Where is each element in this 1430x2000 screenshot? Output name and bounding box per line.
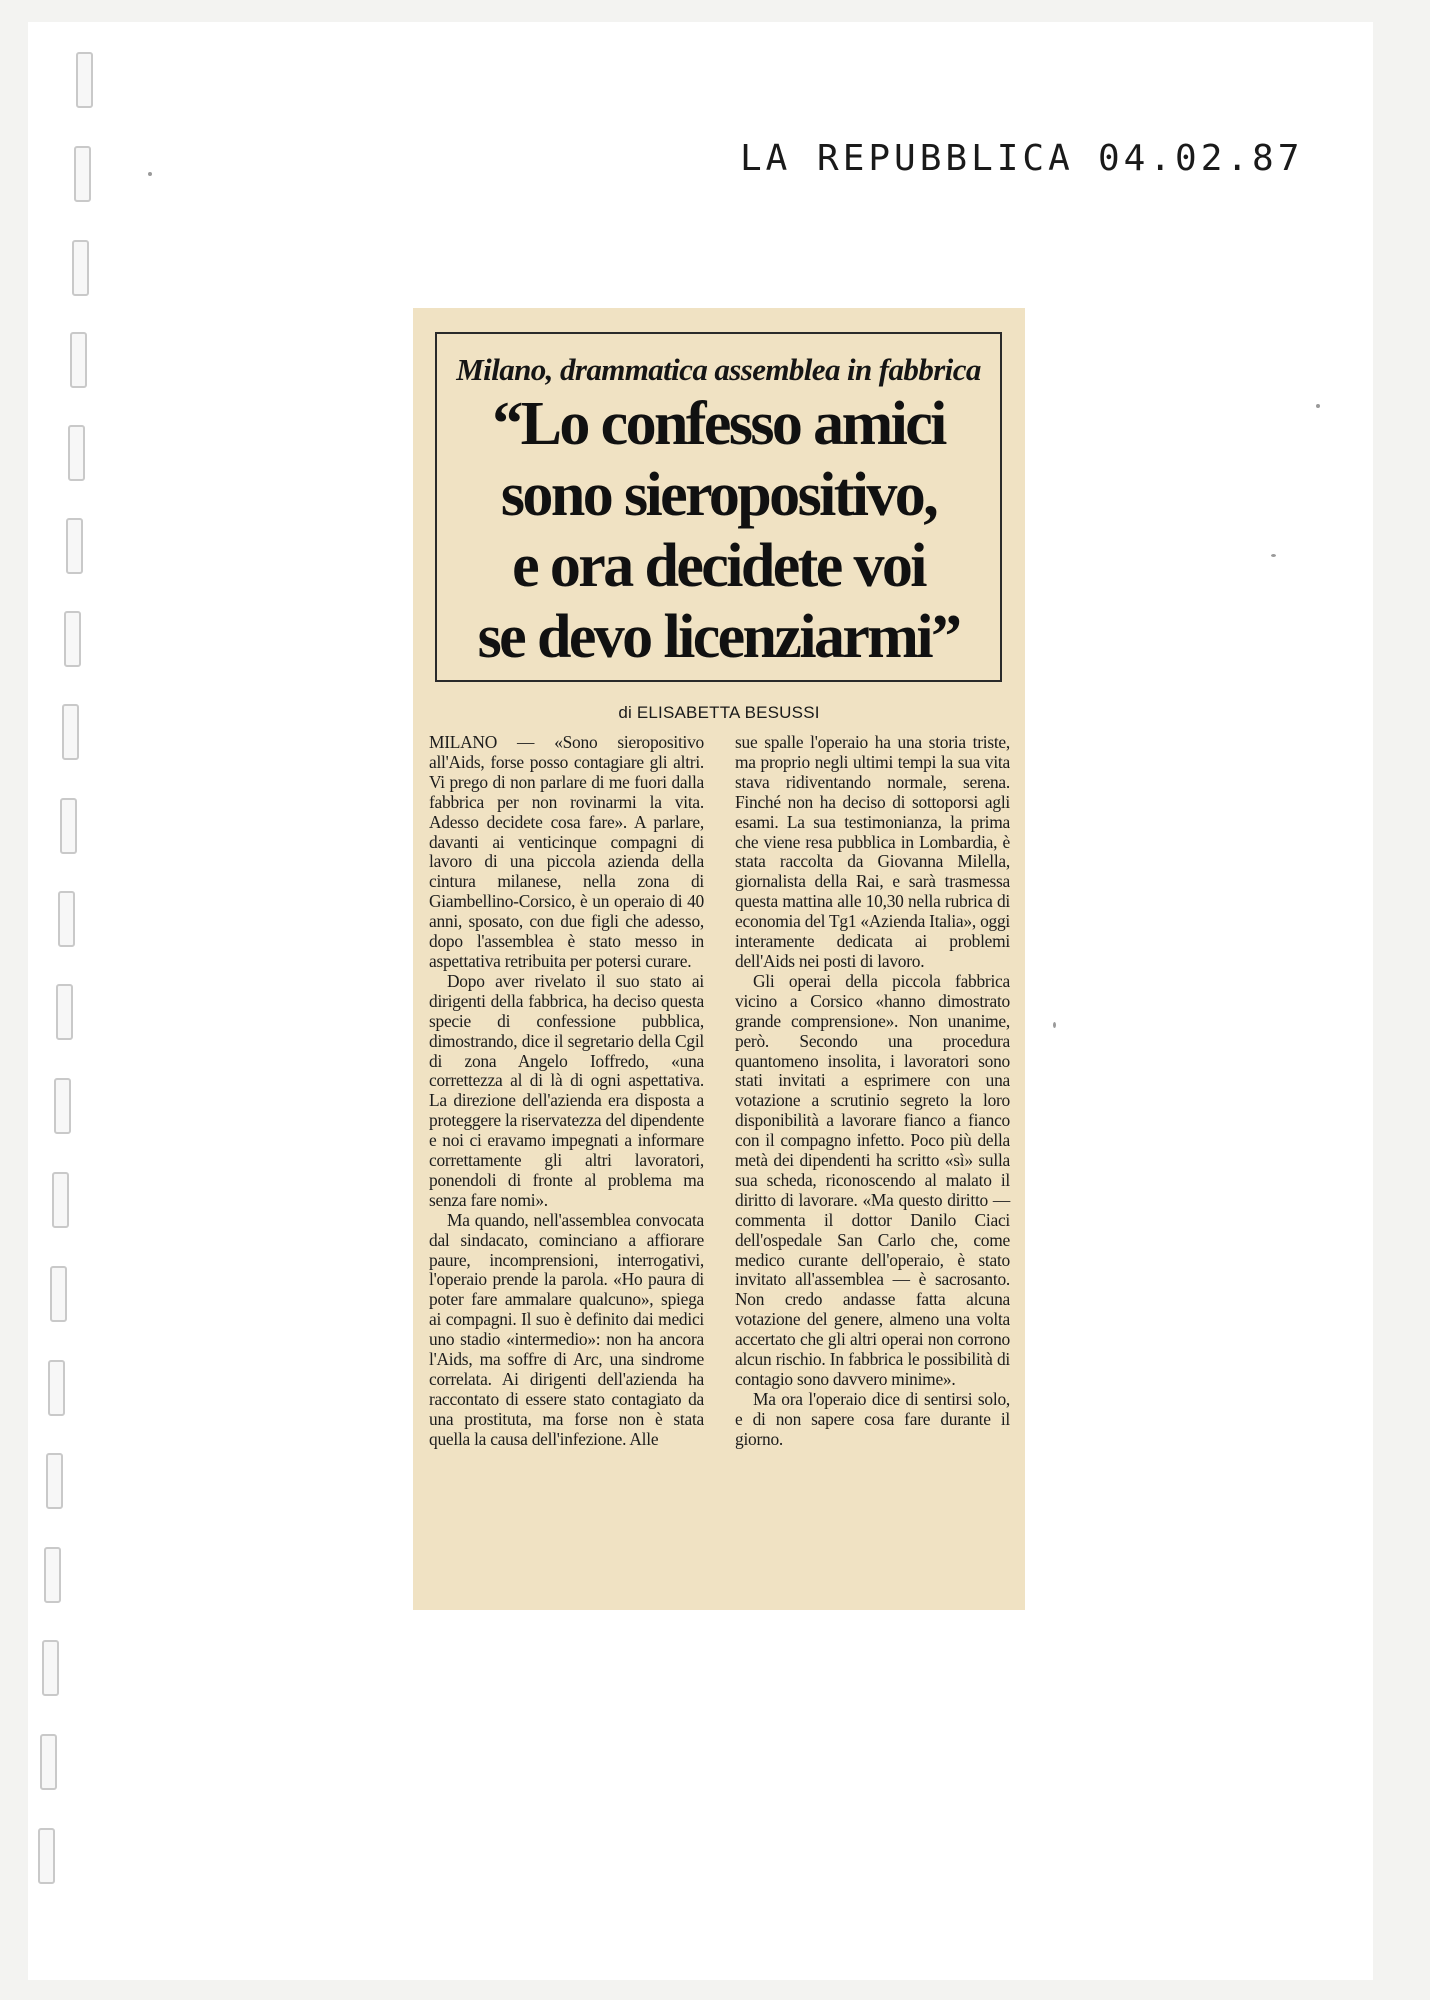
scan-speck xyxy=(1053,1022,1056,1028)
binder-hole xyxy=(64,611,81,667)
binder-hole xyxy=(40,1734,57,1790)
article-paragraph: Dopo aver rivelato il suo stato ai dirigenti della fabbrica, ha deciso questa specie di confessione pubblica, dimostrando, dice il segretario della Cgil di zona Angelo Ioffredo, «una correttezza al di là di ogni aspettativa. La direzione dell'azienda era disposta a proteggere la riservatezza del dipendente e noi ci eravamo impegnati a informare correttamente gli altri lavoratori, ponendoli di fronte al problema ma senza fare nomi». xyxy=(429,970,704,1210)
binder-hole xyxy=(52,1172,69,1228)
binder-hole xyxy=(38,1828,55,1884)
binder-hole xyxy=(60,798,77,854)
binder-hole xyxy=(58,891,75,947)
headline-line: “Lo confesso amici xyxy=(492,390,945,458)
binder-hole xyxy=(46,1453,63,1509)
binder-hole xyxy=(50,1266,67,1322)
article-paragraph: Gli operai della piccola fabbrica vicino a Corsico «hanno dimostrato grande comprensione». Non unanime, però. Secondo una procedura quantomeno insolita, i lavoratori sono stati invitati a esprimere con una votazione a scrutinio segreto la loro disponibilità a lavorare fianco a fianco con il compagno infetto. Poco più della metà dei dipendenti ha scritto «sì» sulla sua scheda, riconoscendo al malato il diritto di lavorare. «Ma questo diritto — commenta il dottor Danilo Ciaci dell'ospedale San Carlo che, come medico curante dell'operaio, è stato invitato all'assemblea — è sacrosanto. Non credo andasse fatta alcuna votazione del genere, almeno una volta accertato che gli altri operai non corrono alcun rischio. In fabbrica le possibilità di contagio sono davvero minime». xyxy=(735,970,1010,1389)
byline: di ELISABETTA BESUSSI xyxy=(618,703,820,722)
article-paragraph: MILANO — «Sono sieropositivo all'Aids, forse posso contagiare gli altri. Vi prego di non parlare di me fuori dalla fabbrica per non rovinarmi la vita. Adesso decidete cosa fare». A parlare, davanti ai venticinque compagni di lavoro di una piccola azienda della cintura milanese, nella zona di Giambellino-Corsico, è un operaio di 40 anni, sposato, con due figli che adesso, dopo l'assemblea è stato messo in aspettativa retribuita per potersi curare. xyxy=(429,732,704,971)
headline-box xyxy=(435,332,1002,682)
headline-line: se devo licenziarmi” xyxy=(477,603,960,671)
article-column-right xyxy=(735,733,1010,1450)
binder-hole xyxy=(62,704,79,760)
kicker: Milano, drammatica assemblea in fabbrica xyxy=(456,352,981,387)
binder-hole xyxy=(54,1078,71,1134)
headline-line: e ora decidete voi xyxy=(512,532,925,600)
binder-hole xyxy=(66,518,83,574)
binder-hole xyxy=(70,332,87,388)
handwritten-date: 04.02.87 xyxy=(1098,138,1304,179)
scan-speck xyxy=(1316,404,1320,408)
binder-hole xyxy=(76,52,93,108)
binder-hole xyxy=(44,1547,61,1603)
article-column-left xyxy=(429,733,704,1450)
article-paragraph: Ma ora l'operaio dice di sentirsi solo, e di non sapere cosa fare durante il giorno. xyxy=(735,1388,1010,1449)
binder-hole xyxy=(72,240,89,296)
handwritten-annotation xyxy=(740,138,1304,198)
binder-hole xyxy=(74,146,91,202)
scan-speck xyxy=(1271,554,1276,557)
handwritten-source: LA REPUBBLICA xyxy=(740,138,1074,179)
headline-line: sono sieropositivo, xyxy=(500,461,937,529)
scan-speck xyxy=(148,172,152,176)
article-paragraph: Ma quando, nell'assemblea convocata dal sindacato, cominciano a affiorare paure, incomprensioni, interrogativi, l'operaio prende la parola. «Ho paura di poter fare ammalare qualcuno», spiega ai compagni. Il suo è definito dai medici uno stadio «intermedio»: non ha ancora l'Aids, ma soffre di Arc, una sindrome correlata. Ai dirigenti dell'azienda ha raccontato di essere stato contagiato da una prostituta, ma forse non è stata quella la causa dell'infezione. Alle xyxy=(429,1209,704,1449)
binder-hole xyxy=(68,425,85,481)
newspaper-clipping xyxy=(413,308,1025,1610)
binder-hole xyxy=(56,984,73,1040)
binder-hole xyxy=(48,1360,65,1416)
article-paragraph: sue spalle l'operaio ha una storia triste, ma proprio negli ultimi tempi la sua vita stava ridiventando normale, serena. Finché non ha deciso di sottoporsi agli esami. La sua testimonianza, la prima che viene resa pubblica in Lombardia, è stata raccolta da Giovanna Milella, giornalista della Rai, e sarà trasmessa questa mattina alle 10,30 nella rubrica di economia del Tg1 «Azienda Italia», oggi interamente dedicata ai problemi dell'Aids nei posti di lavoro. xyxy=(735,732,1010,971)
binder-hole xyxy=(42,1640,59,1696)
headline xyxy=(437,389,1000,673)
